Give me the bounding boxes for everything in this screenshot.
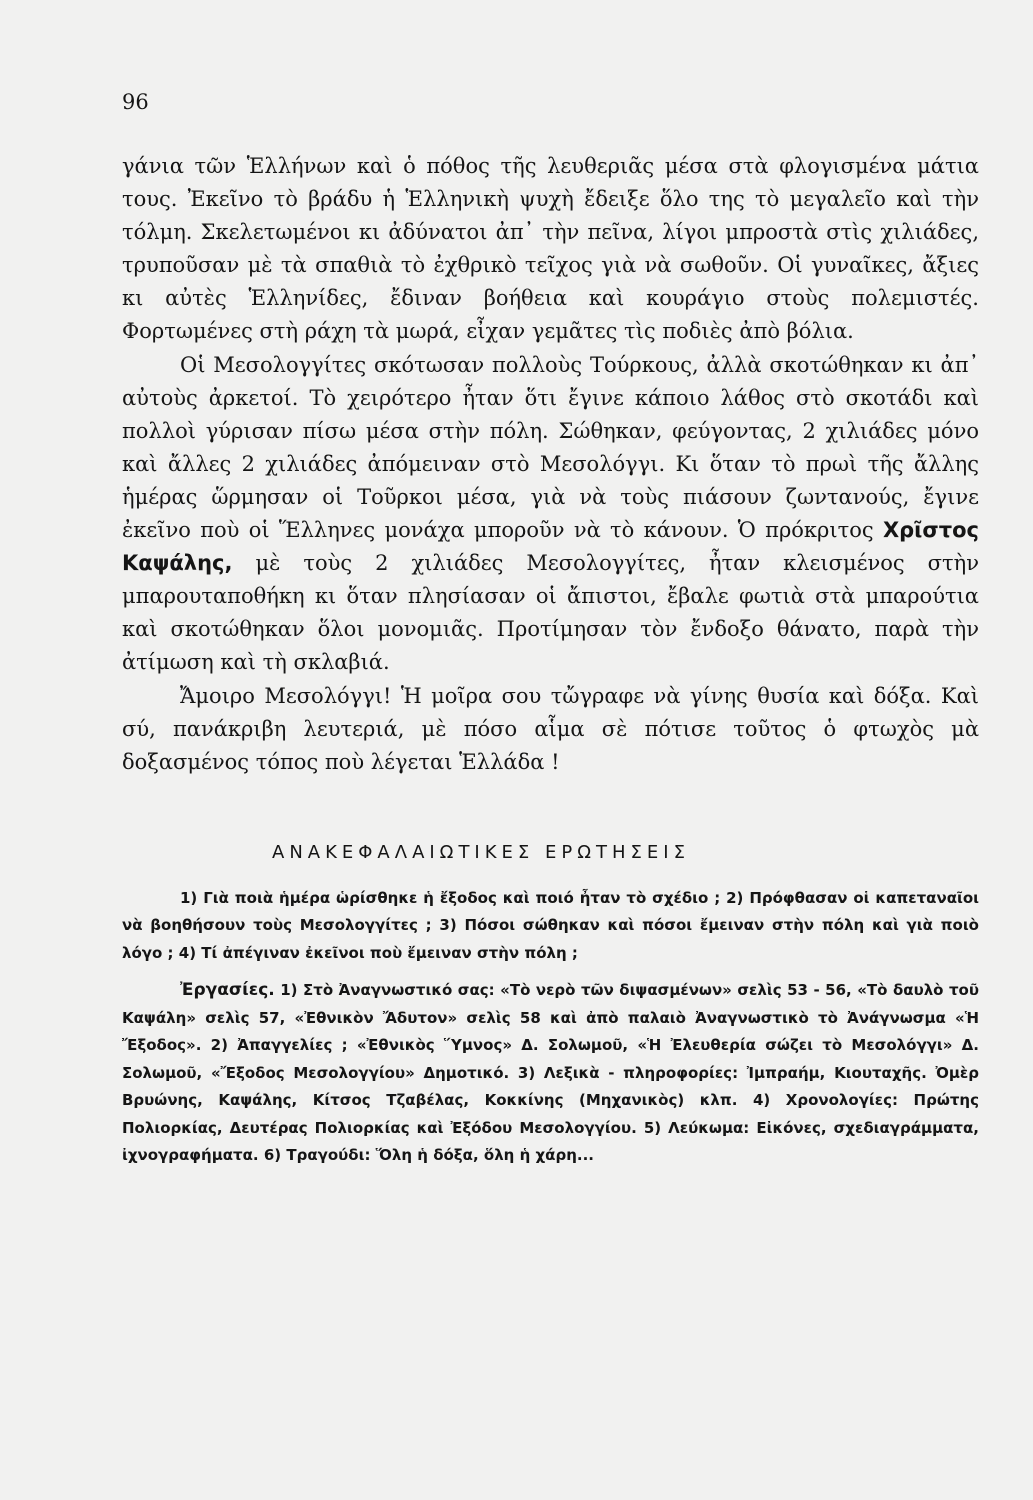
page-number: 96 (122, 90, 149, 114)
review-questions-heading: ΑΝΑΚΕΦΑΛΑΙΩΤΙΚΕΣ ΕΡΩΤΗΣΕΙΣ (272, 841, 690, 863)
paragraph-2 (122, 349, 979, 680)
paragraph-1: γάνια τῶν Ἑλλήνων καὶ ὁ πόθος τῆς λευθεριᾶς μέσα στὰ φλογισμένα μάτια τους. Ἐκεῖνο τὸ βράδυ ἡ Ἑλληνικὴ ψυχὴ ἔδειξε ὅλο της τὸ μεγαλεῖο καὶ τὴν τόλμη. Σκελετωμένοι κι ἀδύνατοι ἀπ᾽ τὴν πεῖνα, λίγοι μπροστὰ στὶς χιλιάδες, τρυποῦσαν μὲ τὰ σπαθιὰ τὸ ἐχθρικὸ τεῖχος γιὰ νὰ σωθοῦν. Οἱ γυναῖκες, ἄξιες κι αὐτὲς Ἑλληνίδες, ἔδιναν βοήθεια καὶ κουράγιο στοὺς πολεμιστές. Φορτωμένες στὴ ράχη τὰ μωρά, εἶχαν γεμᾶτες τὶς ποδιὲς ἀπὸ βόλια. (122, 154, 979, 344)
main-text (122, 150, 979, 779)
emphasized-name: Χρῖστος Καψάλης, (122, 518, 979, 576)
paragraph-2-after-name: μὲ τοὺς 2 χιλιάδες Μεσολογγίτες, ἦταν κλεισμένος στὴν μπαρουταποθήκη κι ὅταν πλησίασαν οἱ ἄπιστοι, ἔβαλε φωτιὰ στὰ μπαρούτια καὶ σκοτώθηκαν ὅλοι μονομιᾶς. Προτίμησαν τὸν ἔνδοξο θάνατο, παρὰ τὴν ἀτίμωση καὶ τὴ σκλαβιά. (122, 551, 979, 675)
works-section (122, 977, 979, 1170)
paragraph-3: Ἄμοιρο Μεσολόγγι! Ἡ μοῖρα σου τὤγραφε νὰ γίνης θυσία καὶ δόξα. Καὶ σύ, πανάκριβη λευτεριά, μὲ πόσο αἷμα σὲ πότισε τοῦτος ὁ φτωχὸς μὰ δοξασμένος τόπος ποὺ λέγεται Ἑλλάδα ! (122, 683, 979, 774)
review-questions-text: 1) Γιὰ ποιὰ ἡμέρα ὡρίσθηκε ἡ ἔξοδος καὶ ποιό ἦταν τὸ σχέδιο ; 2) Πρόφθασαν οἱ καπεταναῖοι νὰ βοηθήσουν τοὺς Μεσολογγίτες ; 3) Πόσοι σώθηκαν καὶ πόσοι ἔμειναν στὴν πόλη καὶ γιὰ ποιὸ λόγο ; 4) Τί ἀπέγιναν ἐκεῖνοι ποὺ ἔμειναν στὴν πόλη ; (122, 888, 979, 962)
paragraph-2-before-name: Οἱ Μεσολογγίτες σκότωσαν πολλοὺς Τούρκους, ἀλλὰ σκοτώθηκαν κι ἀπ᾽ αὐτοὺς ἀρκετοί. Τὸ χειρότερο ἦταν ὅτι ἔγινε κάποιο λάθος στὸ σκοτάδι καὶ πολλοὶ γύρισαν πίσω μέσα στὴν πόλη. Σώθηκαν, φεύγοντας, 2 χιλιάδες μόνο καὶ ἄλλες 2 χιλιάδες ἀπόμειναν στὸ Μεσολόγγι. Κι ὅταν τὸ πρωὶ τῆς ἄλλης ἡμέρας ὥρμησαν οἱ Τοῦρκοι μέσα, γιὰ νὰ τοὺς πιάσουν ζωντανούς, ἔγινε ἐκεῖνο ποὺ οἱ Ἕλληνες μονάχα μποροῦν νὰ τὸ κάνουν. Ὁ πρόκριτος (122, 352, 979, 543)
works-label: Ἐργασίες. (180, 980, 275, 1001)
works-text: 1) Στὸ Ἀναγνωστικό σας: «Τὸ νερὸ τῶν διψασμένων» σελὶς 53 - 56, «Τὸ δαυλὸ τοῦ Καψάλη» σελὶς 57, «Ἐθνικὸν Ἄδυτον» σελὶς 58 καὶ ἀπὸ παλαιὸ Ἀναγνωστικὸ τὸ Ἀνάγνωσμα «Ἡ Ἔξοδος». 2) Ἀπαγγελίες ; «Ἐθνικὸς Ὕμνος» Δ. Σολωμοῦ, «Ἡ Ἐλευθερία σώζει τὸ Μεσολόγγι» Δ. Σολωμοῦ, «Ἔξοδος Μεσολογγίου» Δημοτικό. 3) Λεξικὰ - πληροφορίες: Ἰμπραήμ, Κιουταχῆς. Ὀμὲρ Βρυώνης, Καψάλης, Κίτσος Τζαβέλας, Κοκκίνης (Μηχανικὸς) κλπ. 4) Χρονολογίες: Πρώτης Πολιορκίας, Δευτέρας Πολιορκίας καὶ Ἐξόδου Μεσολογγίου. 5) Λεύκωμα: Εἰκόνες, σχεδιαγράμματα, ἰχνογραφήματα. 6) Τραγούδι: Ὅλη ἡ δόξα, ὅλη ἡ χάρη... (122, 981, 979, 1165)
